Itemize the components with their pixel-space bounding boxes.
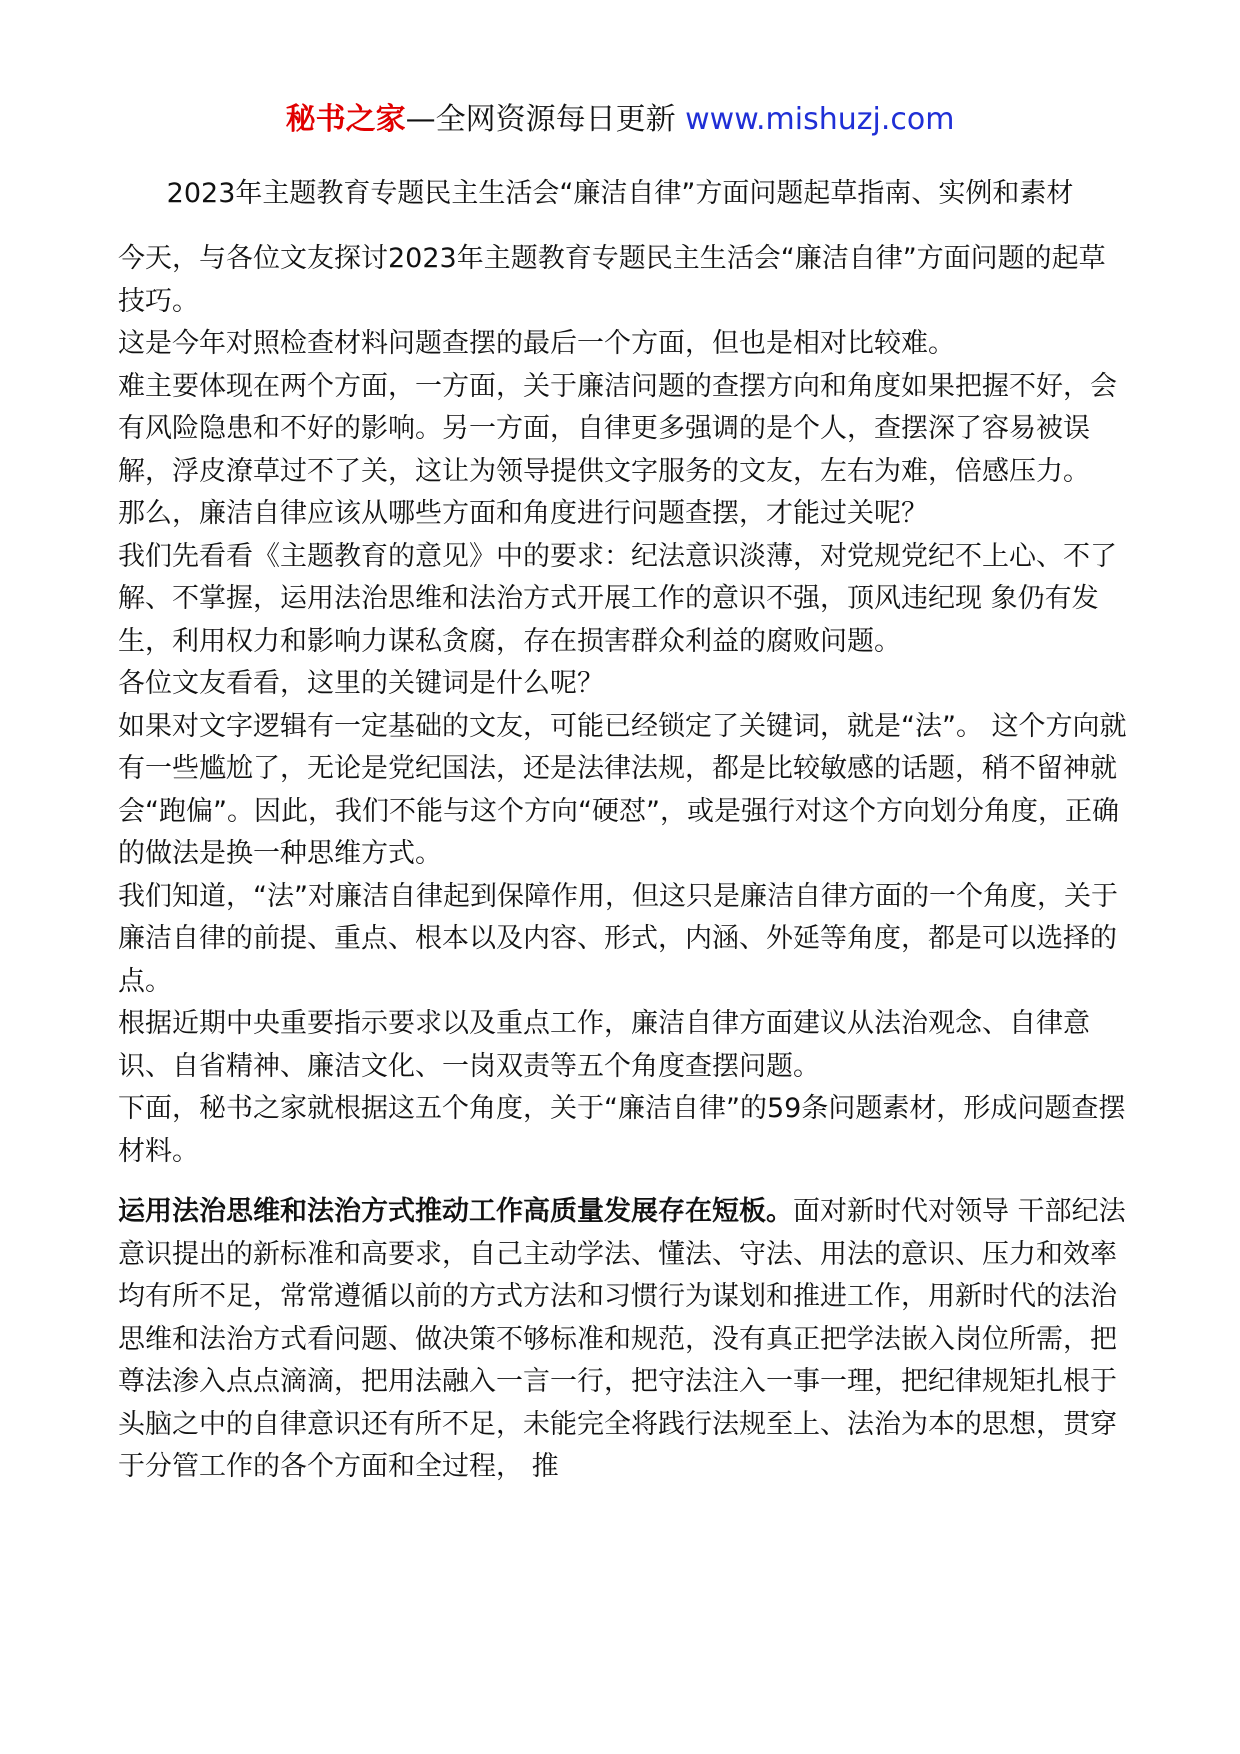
paragraph: 今天，与各位文友探讨2023年主题教育专题民主生活会“廉洁自律”方面问题的起草技巧。	[118, 243, 1106, 317]
document-body	[118, 238, 1128, 1489]
section-text: 面对新时代对领导 干部纪法意识提出的新标准和高要求，自己主动学法、懂法、守法、用法的意识、压力和效率均有所不足，常常遵循以前的方式方法和习惯行为谋划和推进工作，用新时代的法治思维和法治方式看问题、做决策不够标准和规范，没有真正把学法嵌入岗位所需，把尊法渗入点点滴滴，把用法融入一言一行，把守法注入一事一理，把纪律规矩扎根于头脑之中的自律意识还有所不足，未能完全将践行法规至上、法治为本的思想，贯穿于分管工作的各个方面和全过程， 推	[118, 1196, 1126, 1482]
section-paragraph	[118, 1191, 1128, 1489]
section-lead: 运用法治思维和法治方式推动工作高质量发展存在短板。	[118, 1196, 793, 1227]
paragraph: 难主要体现在两个方面，一方面，关于廉洁问题的查摆方向和角度如果把握不好，会有风险隐患和不好的影响。另一方面，自律更多强调的是个人，查摆深了容易被误解，浮皮潦草过不了关，这让为领导提供文字服务的文友，左右为难，倍感压力。	[118, 370, 1117, 487]
site-url[interactable]: www.mishuzj.com	[685, 102, 955, 137]
paragraph: 各位文友看看，这里的关键词是什么呢？	[118, 668, 604, 699]
paragraph: 我们知道，“法”对廉洁自律起到保障作用，但这只是廉洁自律方面的一个角度，关于廉洁自律的前提、重点、根本以及内容、形式，内涵、外延等角度，都是可以选择的点。	[118, 880, 1118, 997]
document-title: 2023年主题教育专题民主生活会“廉洁自律”方面问题起草指南、实例和素材	[166, 178, 1074, 209]
site-brand: 秘书之家	[285, 102, 406, 137]
paragraph: 下面，秘书之家就根据这五个角度，关于“廉洁自律”的59条问题素材，形成问题查摆材料。	[118, 1093, 1126, 1167]
site-tagline: —全网资源每日更新	[405, 102, 686, 137]
paragraph: 这是今年对照检查材料问题查摆的最后一个方面，但也是相对比较难。	[118, 328, 955, 359]
site-header	[0, 100, 1240, 140]
paragraph: 根据近期中央重要指示要求以及重点工作，廉洁自律方面建议从法治观念、自律意识、自省精神、廉洁文化、一岗双责等五个角度查摆问题。	[118, 1008, 1090, 1082]
paragraph: 那么，廉洁自律应该从哪些方面和角度进行问题查摆，才能过关呢？	[118, 498, 928, 529]
paragraph: 如果对文字逻辑有一定基础的文友，可能已经锁定了关键词，就是“法”。 这个方向就有一些尴尬了，无论是党纪国法，还是法律法规，都是比较敏感的话题，稍不留神就会“跑偏”。因此，我们不能与这个方向“硬怼”，或是强行对这个方向划分角度，正确的做法是换一种思维方式。	[118, 710, 1127, 869]
paragraph: 我们先看看《主题教育的意见》中的要求：纪法意识淡薄，对党规党纪不上心、不了解、不掌握，运用法治思维和法治方式开展工作的意识不强，顶风违纪现 象仍有发生，利用权力和影响力谋私贪腐，存在损害群众利益的腐败问题。	[118, 540, 1117, 657]
